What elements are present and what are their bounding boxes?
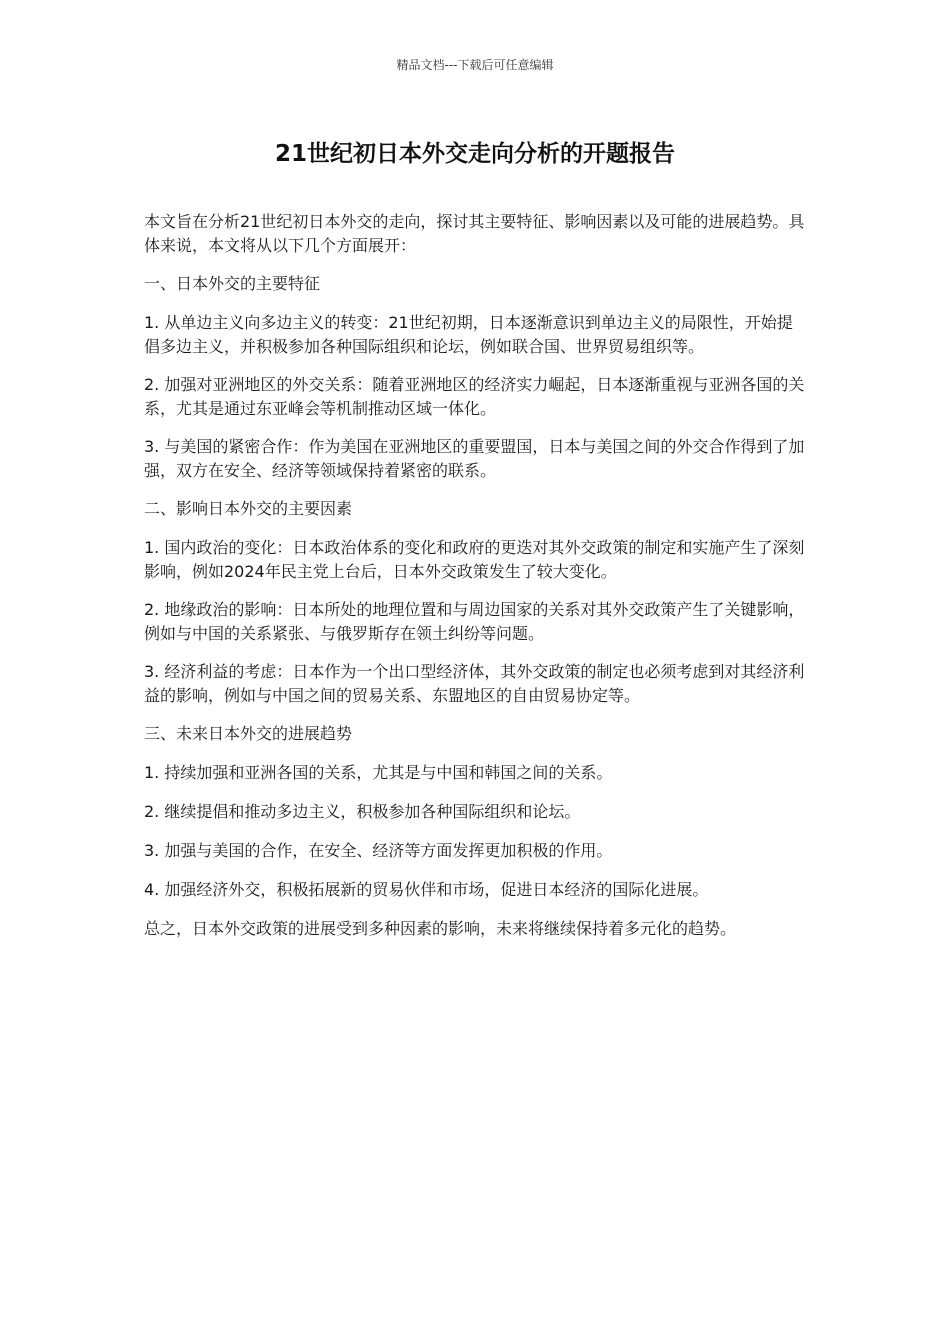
feature-item-1: 1. 从单边主义向多边主义的转变：21世纪初期，日本逐渐意识到单边主义的局限性，开始提倡多边主义，并积极参加各种国际组织和论坛，例如联合国、世界贸易组织等。	[144, 313, 793, 356]
intro-paragraph: 本文旨在分析21世纪初日本外交的走向，探讨其主要特征、影响因素以及可能的进展趋势。具体来说，本文将从以下几个方面展开：	[144, 212, 805, 255]
trend-item-1: 1. 持续加强和亚洲各国的关系，尤其是与中国和韩国之间的关系。	[144, 763, 613, 782]
document-title: 21世纪初日本外交走向分析的开题报告	[274, 141, 675, 167]
section-heading-features: 一、日本外交的主要特征	[144, 274, 321, 293]
trend-item-2: 2. 继续提倡和推动多边主义，积极参加各种国际组织和论坛。	[144, 802, 581, 821]
trend-item-3: 3. 加强与美国的合作，在安全、经济等方面发挥更加积极的作用。	[144, 841, 613, 860]
factor-item-2: 2. 地缘政治的影响：日本所处的地理位置和与周边国家的关系对其外交政策产生了关键影响，例如与中国的关系紧张、与俄罗斯存在领土纠纷等问题。	[144, 600, 805, 643]
factor-item-1: 1. 国内政治的变化：日本政治体系的变化和政府的更迭对其外交政策的制定和实施产生了深刻影响，例如2024年民主党上台后，日本外交政策发生了较大变化。	[144, 538, 805, 581]
document-body	[144, 210, 808, 956]
feature-item-3: 3. 与美国的紧密合作：作为美国在亚洲地区的重要盟国，日本与美国之间的外交合作得到了加强，双方在安全、经济等领域保持着紧密的联系。	[144, 437, 805, 480]
conclusion-paragraph: 总之，日本外交政策的进展受到多种因素的影响，未来将继续保持着多元化的趋势。	[144, 919, 737, 938]
section-heading-factors: 二、影响日本外交的主要因素	[144, 499, 353, 518]
section-heading-trends: 三、未来日本外交的进展趋势	[144, 724, 353, 743]
trend-item-4: 4. 加强经济外交，积极拓展新的贸易伙伴和市场，促进日本经济的国际化进展。	[144, 880, 709, 899]
feature-item-2: 2. 加强对亚洲地区的外交关系：随着亚洲地区的经济实力崛起，日本逐渐重视与亚洲各国的关系，尤其是通过东亚峰会等机制推动区域一体化。	[144, 375, 805, 418]
page-header: 精品文档---下载后可任意编辑	[396, 58, 554, 72]
factor-item-3: 3. 经济利益的考虑：日本作为一个出口型经济体，其外交政策的制定也必须考虑到对其经济利益的影响，例如与中国之间的贸易关系、东盟地区的自由贸易协定等。	[144, 662, 805, 705]
